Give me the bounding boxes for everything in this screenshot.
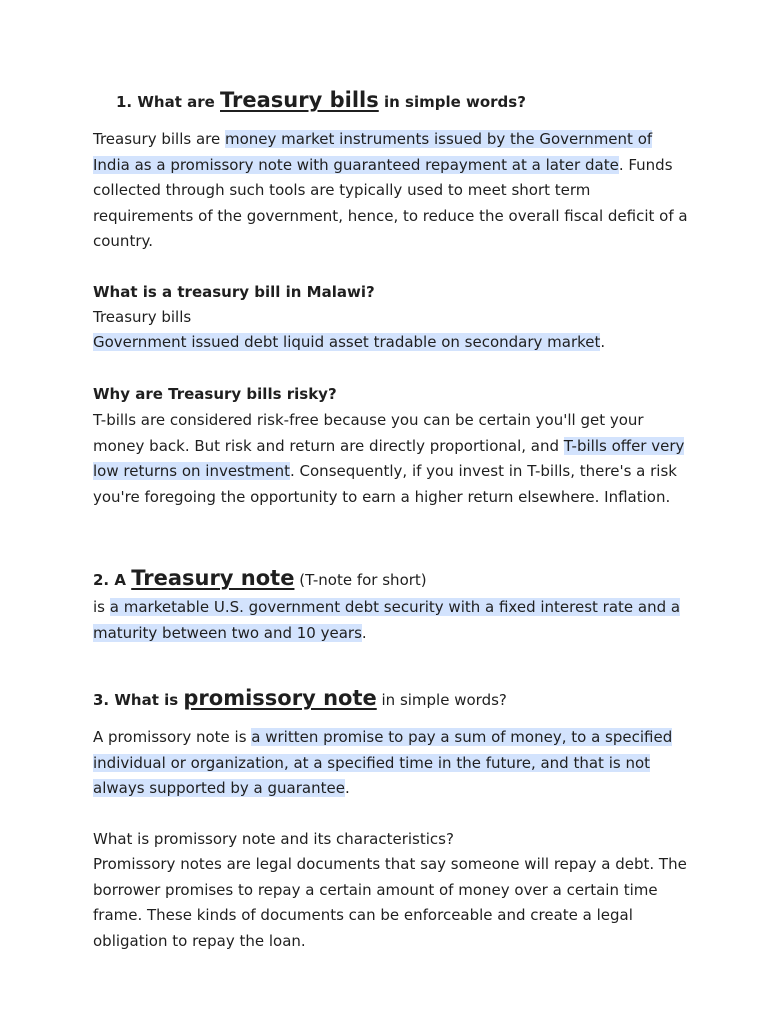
paragraph-text: T-bills are considered risk-free because you can be certain you'll get your money back. But risk and return are directly proportional, and xyxy=(93,411,644,455)
heading-prefix: 3. What is xyxy=(93,691,184,709)
paragraph-text: . Consequently, if you invest in T-bills, there's a risk you're foregoing the opportunity to earn a higher return elsewhere. Inflation. xyxy=(93,462,677,506)
answer-malawi-line: Treasury bills xyxy=(93,308,192,326)
paragraph-text: . Funds collected through such tools are typically used to meet short term requirements of the government, hence, to reduce the overall fiscal deficit of a country. xyxy=(93,155,688,250)
paragraph-text: . xyxy=(344,779,350,797)
heading-suffix: (T-note for short) xyxy=(294,571,427,589)
heading-prefix: 1. What are xyxy=(116,93,221,111)
paragraph-text: . xyxy=(361,623,367,642)
heading-suffix: in simple words? xyxy=(378,93,526,111)
heading-term: Treasury note xyxy=(131,566,295,590)
paragraph-treasury-note xyxy=(93,595,693,646)
heading-suffix: in simple words? xyxy=(376,691,507,709)
paragraph-text: Treasury bills are xyxy=(93,130,225,148)
answer-malawi-definition xyxy=(93,330,693,356)
question-characteristics: What is promissory note and its characteristics? xyxy=(93,830,454,848)
highlighted-text: a written promise to pay a sum of money, to a specified individual or organization, at a specified time in the future, and that is not always supported by a guarantee xyxy=(93,728,673,797)
heading-treasury-bills xyxy=(116,86,716,116)
question-malawi: What is a treasury bill in Malawi? xyxy=(93,283,375,301)
paragraph-text: . xyxy=(600,333,606,351)
highlighted-text: Government issued debt liquid asset tradable on secondary market xyxy=(93,333,601,351)
highlighted-text: a marketable U.S. government debt security with a fixed interest rate and a maturity between two and 10 years xyxy=(93,598,681,642)
heading-prefix: 2. A xyxy=(93,571,132,589)
paragraph-promissory-note xyxy=(93,725,693,802)
question-risky: Why are Treasury bills risky? xyxy=(93,385,337,403)
highlighted-text: T-bills offer very low returns on investment xyxy=(93,436,685,480)
heading-term: Treasury bills xyxy=(220,88,379,112)
heading-term: promissory note xyxy=(183,686,377,710)
paragraph-treasury-bills-definition xyxy=(93,127,693,255)
highlighted-text: money market instruments issued by the Government of India as a promissory note with guaranteed repayment at a later date xyxy=(93,130,653,174)
paragraph-text: A promissory note is xyxy=(93,728,252,746)
heading-promissory-note xyxy=(93,684,693,714)
paragraph-risky xyxy=(93,408,693,510)
paragraph-text: is xyxy=(93,598,110,616)
paragraph-characteristics-answer: Promissory notes are legal documents that say someone will repay a debt. The borrower promises to repay a certain amount of money over a certain time frame. These kinds of documents can be enforceable and create a legal obligation to repay the loan. xyxy=(93,855,687,950)
heading-treasury-note xyxy=(93,564,693,594)
